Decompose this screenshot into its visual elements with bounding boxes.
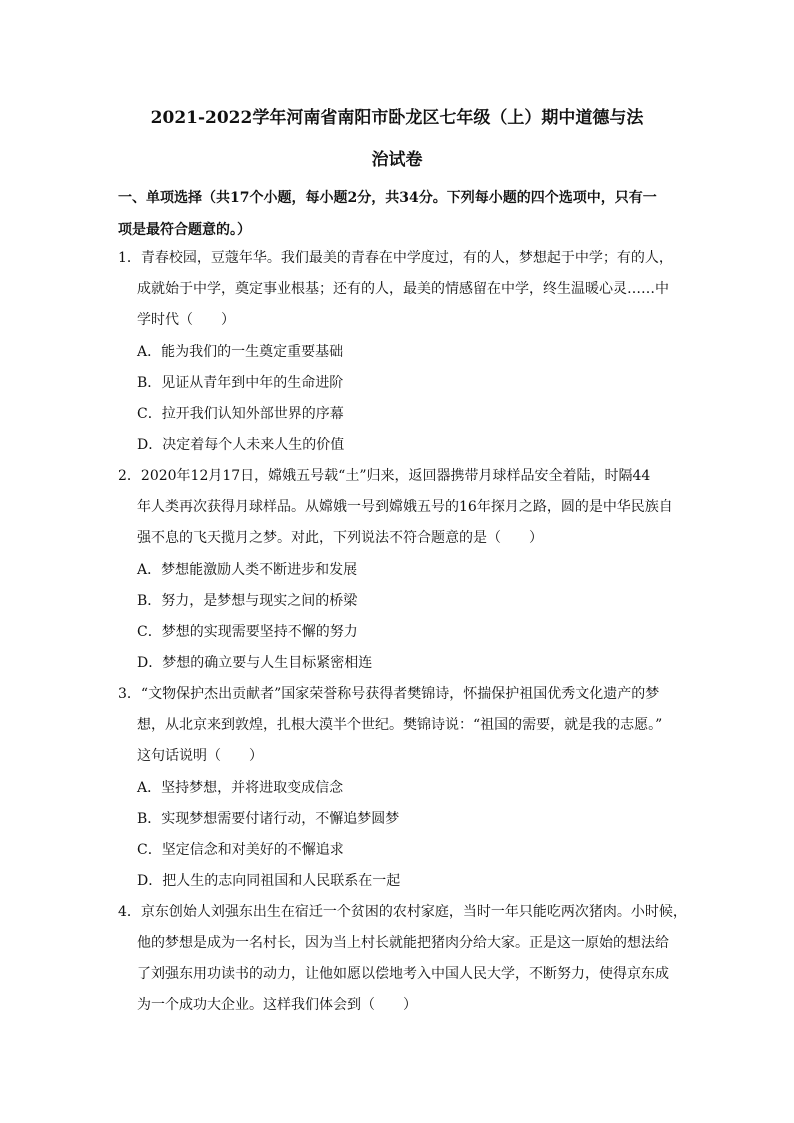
question-2-option-b[interactable]: B．努力，是梦想与现实之间的桥梁 [137, 593, 358, 609]
question-2-stem-line-3: 强不息的飞天揽月之梦。对此，下列说法不符合题意的是（ ） [137, 530, 543, 546]
question-4-stem-line-1: 4．京东创始人刘强东出生在宿迁一个贫困的农村家庭，当时一年只能吃两次猪肉。小时候， [118, 904, 687, 920]
question-2-option-a[interactable]: A．梦想能激励人类不断进步和发展 [137, 562, 358, 578]
question-3-stem-line-1: 3．“文物保护杰出贡献者”国家荣誉称号获得者樊锦诗，怀揣保护祖国优秀文化遗产的梦 [118, 686, 660, 702]
question-1-option-a[interactable]: A．能为我们的一生奠定重要基础 [137, 344, 344, 360]
question-1-stem-line-3: 学时代（ ） [137, 312, 235, 328]
question-4-stem-line-3: 了刘强东用功读书的动力，让他如愿以偿地考入中国人民大学，不断努力，使得京东成 [137, 966, 669, 982]
question-3-option-a[interactable]: A．坚持梦想，并将进取变成信念 [137, 780, 344, 796]
section-heading-line-2: 项是最符合题意的。） [118, 222, 251, 238]
question-3-option-c[interactable]: C．坚定信念和对美好的不懈追求 [137, 842, 344, 858]
question-1-option-c[interactable]: C．拉开我们认知外部世界的序幕 [137, 406, 344, 422]
question-3-option-b[interactable]: B．实现梦想需要付诸行动，不懈追梦圆梦 [137, 811, 400, 827]
question-1-option-d[interactable]: D．决定着每个人未来人生的价值 [137, 437, 345, 453]
question-4-stem-line-2: 他的梦想是成为一名村长，因为当上村长就能把猪肉分给大家。正是这一原始的想法给 [137, 935, 669, 951]
question-1-stem-line-1: 1．青春校园，豆蔻年华。我们最美的青春在中学度过，有的人，梦想起于中学；有的人， [118, 250, 673, 266]
question-2-option-d[interactable]: D．梦想的确立要与人生目标紧密相连 [137, 655, 373, 671]
question-3-option-d[interactable]: D．把人生的志向同祖国和人民联系在一起 [137, 873, 401, 889]
question-3-stem-line-2: 想，从北京来到敦煌，扎根大漠半个世纪。樊锦诗说：“祖国的需要，就是我的志愿。” [137, 717, 663, 733]
question-1-option-b[interactable]: B．见证从青年到中年的生命进阶 [137, 375, 344, 391]
question-2-stem-line-1: 2．2020年12月17日，嫦娥五号载“土”归来，返回器携带月球样品安全着陆，时隔44 [118, 468, 651, 484]
section-heading-line-1: 一、单项选择（共17个小题，每小题2分，共34分。下列每小题的四个选项中，只有一 [118, 190, 657, 206]
exam-title-line-1: 2021-2022学年河南省南阳市卧龙区七年级（上）期中道德与法 [150, 108, 644, 128]
exam-title-line-2: 治试卷 [371, 150, 423, 170]
question-1-stem-line-2: 成就始于中学，奠定事业根基；还有的人，最美的情感留在中学，终生温暖心灵……中 [137, 281, 669, 297]
question-2-stem-line-2: 年人类再次获得月球样品。从嫦娥一号到嫦娥五号的16年探月之路，圆的是中华民族自 [137, 499, 673, 515]
section-heading [118, 182, 678, 246]
question-3-stem-line-3: 这句话说明（ ） [137, 748, 263, 764]
question-2-option-c[interactable]: C．梦想的实现需要坚持不懈的努力 [137, 624, 358, 640]
question-4-stem-line-4: 为一个成功大企业。这样我们体会到（ ） [137, 997, 417, 1013]
